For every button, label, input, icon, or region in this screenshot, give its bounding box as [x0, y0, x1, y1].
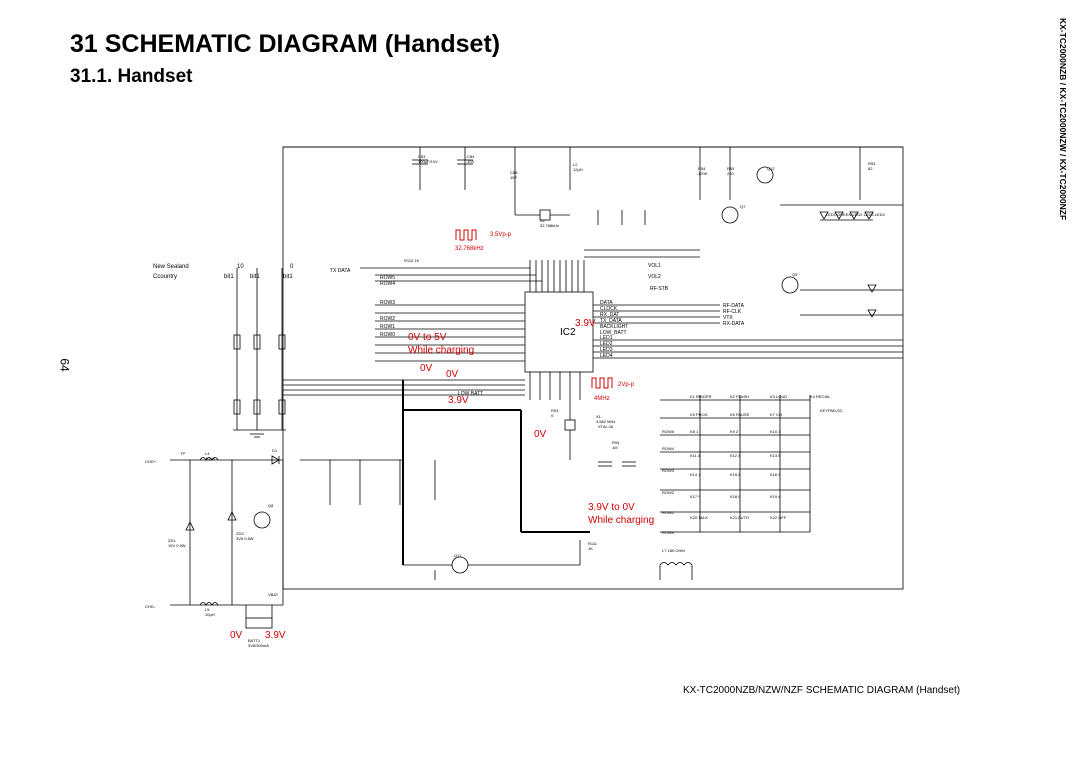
keypad-row: ROW3 [662, 468, 674, 473]
keypad-key: K11 4 [690, 453, 701, 458]
net-label: LOW BATT [458, 391, 484, 397]
section-subtitle: 31.1. Handset [70, 66, 193, 87]
keypad-key: K19 # [770, 494, 781, 499]
ic2-label: IC2 [560, 327, 576, 338]
component-label: R54 120K [698, 166, 708, 176]
component-label: Q9 [792, 272, 798, 277]
component-label: R112 1K [404, 258, 420, 263]
page-title: 31 SCHEMATIC DIAGRAM (Handset) [70, 30, 501, 58]
keypad-key: K7 CH [770, 412, 782, 417]
keypad-key: K18 0 [730, 494, 741, 499]
terminal-label: CHG+ [145, 459, 157, 464]
component-label: Q11 [454, 553, 462, 558]
keypad-row: ROW4 [662, 446, 674, 451]
keypad-row: ROW0 [662, 530, 674, 535]
annotation-3-9v-left: 3.9V [448, 395, 469, 406]
right-pin: TX_DATA [600, 318, 622, 324]
terminal-label: TP [180, 451, 186, 456]
keypad-key: K22 OFF [770, 515, 787, 520]
keypad-key: K20 TALK [690, 515, 708, 520]
ic2-body [525, 292, 593, 372]
component-label: L5 10µH [205, 607, 215, 617]
top-net: TX DATA [330, 268, 351, 274]
component-label: D1 [272, 448, 278, 453]
component-labels [145, 154, 885, 648]
keypad-key: K4 RECIAL [810, 394, 831, 399]
keypad-row: ROW5 [662, 429, 674, 434]
component-label: L2 12µH [573, 162, 583, 172]
right-signal: RF-DATA [723, 303, 744, 309]
country-cell: Ccountry [153, 274, 178, 280]
annotation-bottom-0v: 0V [230, 630, 243, 641]
left-pin: ROW3 [380, 300, 395, 306]
left-pin: ROW1 [380, 324, 395, 330]
country-cell: bit1 [224, 274, 234, 280]
keypad-labels [662, 394, 831, 535]
keypad-key: K13 6 [770, 453, 781, 458]
annotation-3-9v-to-0v: 3.9V to 0V [588, 502, 635, 513]
terminal-label: CHG- [145, 604, 156, 609]
page-number: 64 [57, 358, 72, 372]
keypad-key: K2 FLASH [730, 394, 749, 399]
component-label: ZD1 15V 0.5W [168, 538, 186, 548]
component-label: Q12 [767, 166, 775, 171]
annotation-0v-to-5v: 0V to 5V [408, 332, 447, 343]
component-label: Q7 [740, 204, 746, 209]
keypad-key: K14 7 [690, 472, 701, 477]
right-signal: RF-CLK [723, 309, 742, 315]
component-label: R55 220 [727, 166, 735, 176]
left-pin: ROW2 [380, 316, 395, 322]
component-label: C83 100µF/10V [418, 154, 438, 164]
component-label: L7 180 OHM [662, 548, 685, 553]
annotation-32khz: 32.768kHz [455, 246, 484, 252]
component-label: R93 0 [551, 408, 559, 418]
right-pin: LED4 [600, 353, 613, 359]
component-label: KEYPAD-SC [820, 408, 843, 413]
component-label: ZD3 3V6 0.5W [236, 531, 254, 541]
annotation-while-charging-2: While charging [588, 515, 655, 526]
component-label: LED1 GREEN LED2 LED3 LED4 [826, 212, 885, 217]
annotation-3-5vpp: 3.5Vp-p [490, 232, 512, 238]
keypad-key: K3 LOUD [770, 394, 788, 399]
keypad-key: K16 9 [770, 472, 781, 477]
annotation-3-9v-ic2: 3.9V [575, 318, 596, 329]
right-pin: DATA [600, 300, 613, 306]
annotation-0v-2: 0V [446, 369, 459, 380]
country-cell: 0 [290, 264, 294, 270]
net-label: VOL1 [648, 263, 661, 269]
charge-path [403, 380, 590, 565]
annotation-bottom-3-9v: 3.9V [265, 630, 286, 641]
country-cell: bit1 [250, 274, 260, 280]
component-label: C84 103 [467, 154, 475, 164]
component-label: X1 3.582 MHz [596, 414, 616, 424]
keypad-key: K21 AUTO [730, 515, 750, 520]
country-cell: bit1 [283, 274, 293, 280]
model-side-label: KX-TC2000NZB / KX-TC2000NZW / KX-TC2000NZF [1058, 18, 1068, 221]
component-label: VBAT [268, 592, 279, 597]
annotation-while-charging-1: While charging [408, 345, 475, 356]
right-signal: VTX [723, 315, 733, 321]
annotation-4mhz: 4MHz [594, 396, 610, 402]
keypad-key: K10 3 [770, 429, 781, 434]
component-label: L4 10µH [205, 451, 215, 461]
right-pin: BACKLIGHT [600, 324, 629, 330]
keypad-key: K12 5 [730, 453, 741, 458]
right-pin: LED1 [600, 335, 613, 341]
component-label: R94 1M [612, 440, 620, 450]
right-signal: RX-DATA [723, 321, 745, 327]
keypad-key: K17 * [690, 494, 700, 499]
top-net: ROW4 [380, 281, 395, 287]
keypad-key: K8 1 [690, 429, 699, 434]
annotation-0v-1: 0V [420, 363, 433, 374]
right-pin: LOW_BATT [600, 330, 627, 336]
keypad-key: K15 8 [730, 472, 741, 477]
right-pin: LED2 [600, 341, 613, 347]
wiring [170, 147, 903, 628]
keypad-row: ROW1 [662, 510, 674, 515]
component-label: XTAL:15 [598, 424, 614, 429]
net-label: RF-STB [650, 286, 669, 292]
keypad-key: K9 2 [730, 429, 739, 434]
keypad-row: ROW2 [662, 490, 674, 495]
left-pin: ROW0 [380, 332, 395, 338]
component-label: BATT1 3V6/300mA [248, 638, 269, 648]
keypad-key: K6 PAUSE [730, 412, 750, 417]
keypad-key: K5 PROG [690, 412, 708, 417]
keypad-key: K1 RINGER [690, 394, 712, 399]
annotation-2vpp: 2Vp-p [618, 382, 635, 388]
net-label: VOL2 [648, 274, 661, 280]
right-pin: RX_DAT [600, 312, 620, 318]
country-table [153, 264, 294, 280]
right-pin: CLOCK [600, 306, 618, 312]
component-label: C85 15P [510, 170, 518, 180]
country-cell: 10 [237, 264, 244, 270]
top-net: ROW5 [380, 275, 395, 281]
component-label: X2 32.768kHz [540, 218, 560, 228]
ic-pin-labels [330, 263, 745, 397]
annotation-0v-mid: 0V [534, 429, 547, 440]
country-cell: New Sealand [153, 264, 189, 270]
component-label: Q8 [268, 503, 274, 508]
waveform-markers [456, 230, 612, 388]
right-pin: LED3 [600, 347, 613, 353]
diagram-footer: KX-TC2000NZB/NZW/NZF SCHEMATIC DIAGRAM (Handset) [683, 685, 961, 696]
component-label: R53 82 [868, 161, 876, 171]
component-label: R111 1K [588, 541, 597, 551]
annotations [230, 232, 654, 641]
